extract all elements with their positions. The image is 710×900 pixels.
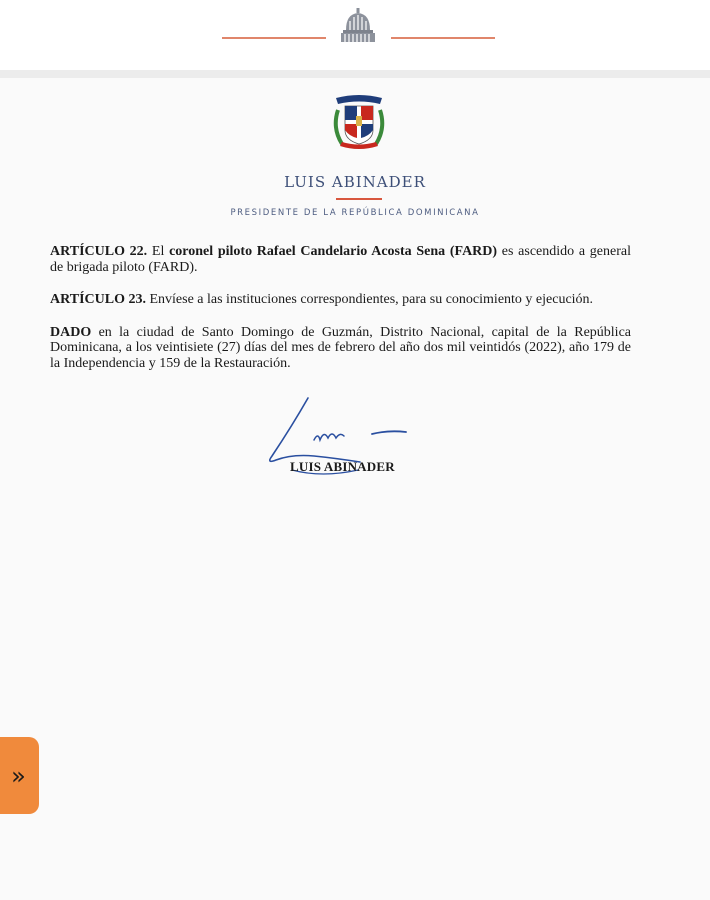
expand-sidebar-button[interactable] (0, 737, 39, 814)
double-chevron-right-icon: » (11, 761, 26, 790)
header-rule-right (391, 37, 495, 39)
letterhead-title: PRESIDENTE DE LA REPÚBLICA DOMINICANA (230, 208, 480, 218)
dado-text: en la ciudad de Santo Domingo de Guzmán, Distrito Nacional, capital de la República Dominicana, a los veintisiete (27) días del mes de febrero del año dos mil veintidós (2022), año 179 de la Independencia y 159 de la Restauración. (50, 324, 631, 371)
article-22-name: coronel piloto Rafael Candelario Acosta Sena (FARD) (169, 244, 498, 259)
article-23 (50, 292, 631, 308)
letterhead-rule (336, 198, 382, 200)
header-separator (0, 70, 710, 78)
dado-clause (50, 325, 631, 372)
document-page (0, 78, 710, 900)
header-rule-left (222, 37, 326, 39)
article-22-pre: El (151, 244, 165, 259)
viewer-header (0, 0, 710, 70)
signatory-name: LUIS ABINADER (290, 459, 395, 474)
article-22-rest: es ascendido a general de brigada piloto (FARD). (50, 244, 631, 275)
article-23-text: Envíese a las instituciones correspondientes, para su conocimiento y ejecución. (149, 292, 594, 307)
capitol-dome-icon (338, 8, 378, 44)
article-22 (50, 244, 631, 275)
dominican-coat-of-arms-icon (328, 92, 390, 154)
article-23-label: ARTÍCULO 23. (50, 292, 146, 307)
article-22-label: ARTÍCULO 22. (50, 244, 148, 259)
letterhead-name: LUIS ABINADER (284, 173, 426, 191)
document-body (50, 244, 631, 388)
dado-label: DADO (50, 324, 92, 340)
